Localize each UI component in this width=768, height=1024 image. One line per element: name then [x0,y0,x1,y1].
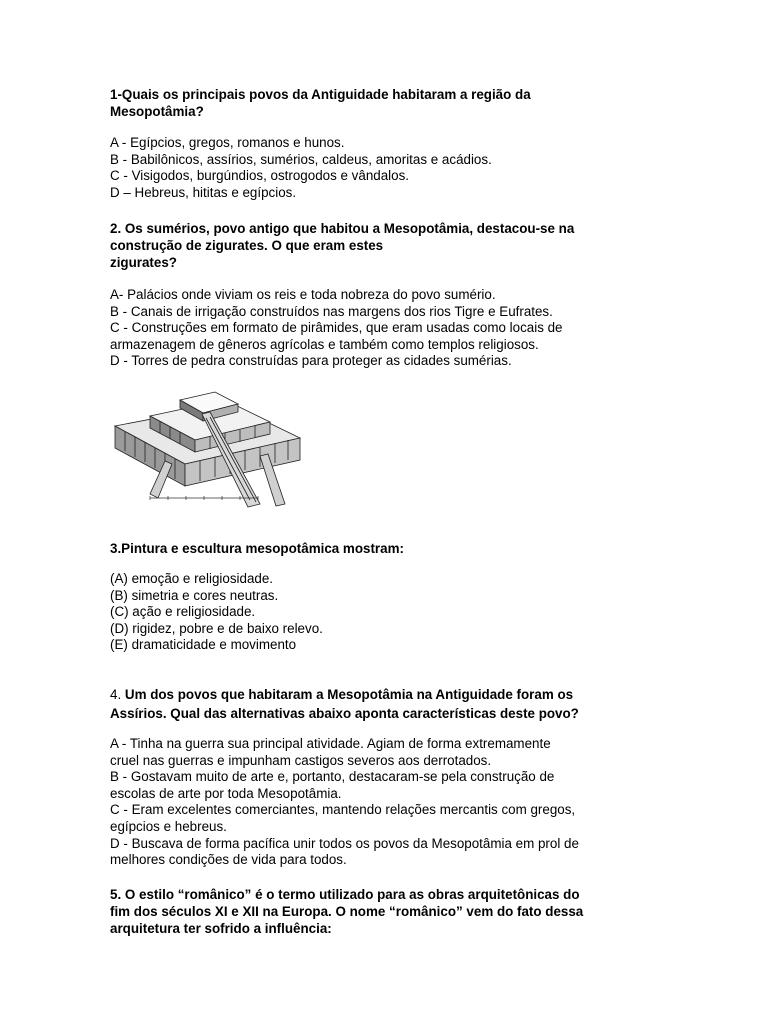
question-5-line-3: arquitetura ter sofrido a influência: [110,921,332,936]
question-2-line-1: 2. Os sumérios, povo antigo que habitou a Mesopotâmia, destacou-se na [110,221,575,236]
question-4-text [110,685,658,723]
option-a: (A) emoção e religiosidade. [110,571,274,586]
ziggurat-illustration [110,386,310,516]
option-b: B - Babilônicos, assírios, sumérios, caldeus, amoritas e acádios. [110,151,492,167]
question-3 [110,540,658,654]
question-2-text [110,220,658,271]
question-5-line-2: fim dos séculos XI e XII na Europa. O nome “românico” vem do fato dessa [110,904,584,919]
question-3-options [110,571,658,654]
option-b: (B) simetria e cores neutras. [110,587,279,603]
question-5 [110,886,658,937]
question-2-options [110,287,658,370]
question-4 [110,685,658,869]
option-d-continued: melhores condições de vida para todos. [110,852,347,868]
question-2-line-3: zigurates? [110,255,177,270]
question-1-line-2: Mesopotâmia? [110,104,204,119]
option-a-continued: cruel nas guerras e impunham castigos severos aos derrotados. [110,752,492,768]
question-4-options [110,736,658,869]
option-d: D – Hebreus, hititas e egípcios. [110,184,297,200]
question-1-options [110,135,658,201]
option-b: B - Gostavam muito de arte e, portanto, destacaram-se pela construção de [110,769,555,785]
option-c: (C) ação e religiosidade. [110,604,256,620]
question-3-text: 3.Pintura e escultura mesopotâmica mostram: [110,541,404,556]
option-d: (D) rigidez, pobre e de baixo relevo. [110,620,323,636]
option-a: A - Tinha na guerra sua principal atividade. Agiam de forma extremamente [110,736,551,751]
option-c: C - Visigodos, burgúndios, ostrogodos e vândalos. [110,168,409,184]
option-d: D - Buscava de forma pacífica unir todos os povos da Mesopotâmia em prol de [110,835,579,851]
question-1 [110,86,658,201]
option-d: D - Torres de pedra construídas para proteger as cidades sumérias. [110,353,512,369]
option-c: C - Eram excelentes comerciantes, mantendo relações mercantis com gregos, [110,802,576,818]
option-a: A- Palácios onde viviam os reis e toda nobreza do povo sumério. [110,287,496,302]
question-4-number: 4. [110,687,122,702]
option-a: A - Egípcios, gregos, romanos e hunos. [110,135,345,150]
question-1-text [110,86,658,120]
question-2 [110,220,658,370]
question-5-line-1: 5. O estilo “românico” é o termo utilizado para as obras arquitetônicas do [110,887,580,902]
question-4-line-2: Assírios. Qual das alternativas abaixo aponta características deste povo? [110,706,579,721]
question-1-line-1: 1-Quais os principais povos da Antiguidade habitaram a região da [110,87,531,102]
option-b: B - Canais de irrigação construídos nas margens dos rios Tigre e Eufrates. [110,303,553,319]
option-c-continued: egípcios e hebreus. [110,818,227,834]
question-5-text [110,886,658,937]
option-b-continued: escolas de arte por toda Mesopotâmia. [110,785,342,801]
question-4-line-1: Um dos povos que habitaram a Mesopotâmia na Antiguidade foram os [124,687,574,702]
option-e: (E) dramaticidade e movimento [110,637,297,653]
option-c-continued: armazenagem de gêneros agrícolas e também como templos religiosos. [110,336,539,352]
option-c: C - Construções em formato de pirâmides, que eram usadas como locais de [110,320,563,336]
question-2-line-2: construção de zigurates. O que eram estes [110,238,384,253]
